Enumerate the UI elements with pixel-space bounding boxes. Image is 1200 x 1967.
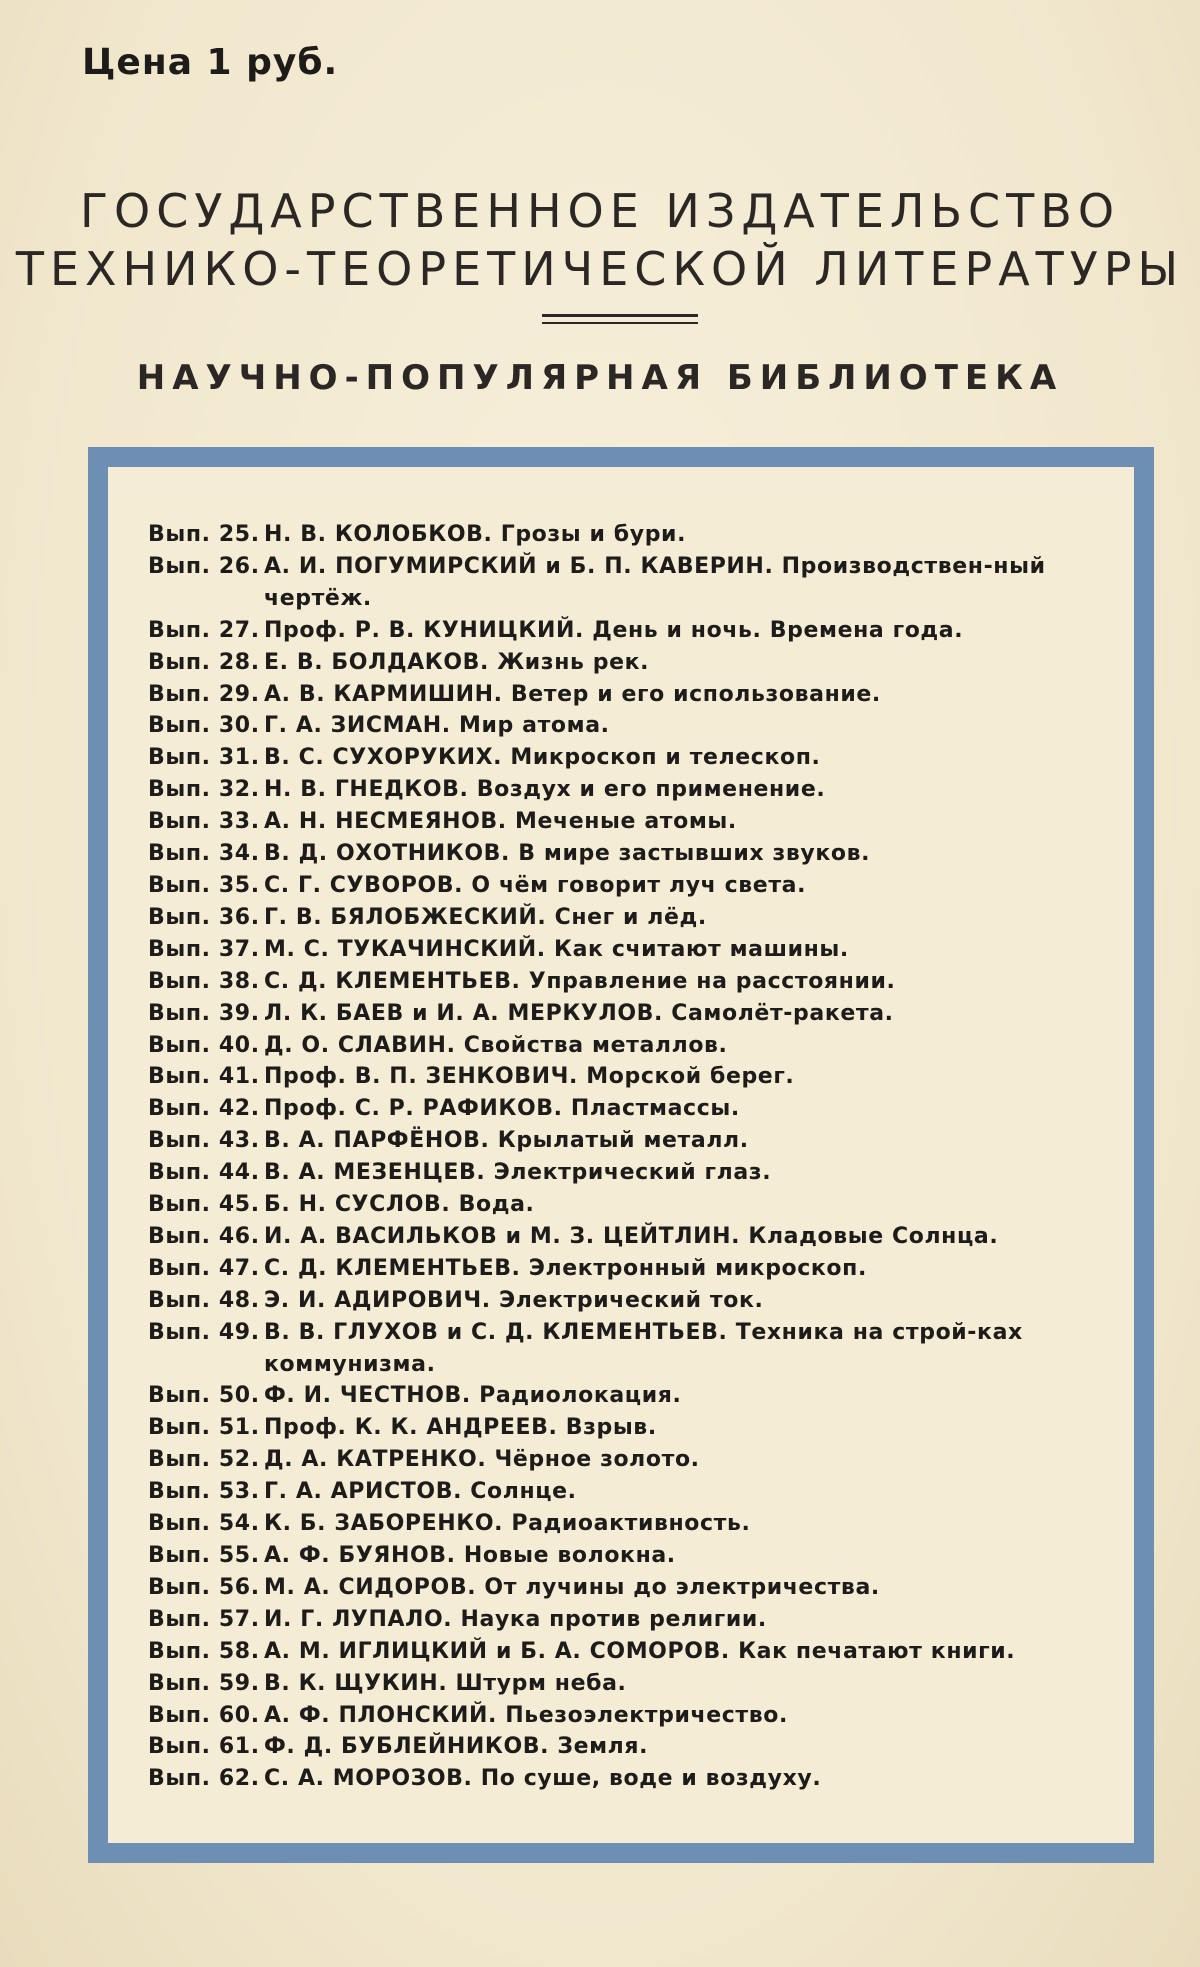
issue-title: М. А. СИДОРОВ. От лучины до электричества. (264, 1574, 880, 1600)
list-item (148, 615, 1098, 647)
divider-rule-bottom (542, 322, 698, 324)
issue-number: Вып. 49. (148, 1319, 260, 1345)
issue-title: Проф. К. К. АНДРЕЕВ. Взрыв. (264, 1415, 657, 1441)
list-item (148, 1285, 1098, 1317)
issue-number: Вып. 52. (148, 1447, 260, 1473)
issue-number: Вып. 25. (148, 522, 260, 547)
issue-title: А. И. ПОГУМИРСКИЙ и Б. П. КАВЕРИН. Производствен-ный чертёж. (264, 553, 1046, 611)
issue-title: Г. В. БЯЛОБЖЕСКИЙ. Снег и лёд. (264, 904, 707, 930)
issue-title: В. К. ЩУКИН. Штурм неба. (264, 1670, 627, 1696)
issue-title: М. С. ТУКАЧИНСКИЙ. Как считают машины. (264, 936, 849, 962)
issue-number: Вып. 60. (148, 1702, 260, 1728)
list-item (148, 647, 1098, 679)
issue-title: С. А. МОРОЗОВ. По суше, воде и воздуху. (264, 1766, 822, 1792)
issue-number: Вып. 30. (148, 713, 260, 739)
list-item (148, 742, 1098, 774)
list-item (148, 679, 1098, 711)
issue-title: В. А. МЕЗЕНЦЕВ. Электрический глаз. (264, 1160, 772, 1186)
list-item (148, 1540, 1098, 1572)
list-item (148, 806, 1098, 838)
issue-number: Вып. 50. (148, 1383, 260, 1409)
issue-number: Вып. 31. (148, 745, 260, 771)
list-item (148, 710, 1098, 742)
issue-number: Вып. 54. (148, 1511, 260, 1537)
series-title: НАУЧНО-ПОПУЛЯРНАЯ БИБЛИОТЕКА (136, 358, 1064, 398)
issue-title: И. А. ВАСИЛЬКОВ и М. З. ЦЕЙТЛИН. Кладовые Солнца. (264, 1223, 999, 1249)
list-item (148, 1668, 1098, 1700)
issue-title: Б. Н. СУСЛОВ. Вода. (264, 1192, 535, 1218)
issue-number: Вып. 41. (148, 1064, 260, 1090)
list-item (148, 519, 1098, 551)
list-item (148, 966, 1098, 998)
issue-number: Вып. 38. (148, 968, 260, 994)
list-item (148, 934, 1098, 966)
issue-number: Вып. 48. (148, 1287, 260, 1313)
issue-number: Вып. 55. (148, 1543, 260, 1568)
issue-title: Проф. С. Р. РАФИКОВ. Пластмассы. (264, 1096, 740, 1122)
list-item (148, 838, 1098, 870)
issue-title: Н. В. ГНЕДКОВ. Воздух и его применение. (264, 777, 826, 803)
list-item (148, 1572, 1098, 1604)
list-item (148, 1700, 1098, 1732)
issue-title: Н. В. КОЛОБКОВ. Грозы и бури. (264, 522, 687, 547)
issue-number: Вып. 40. (148, 1032, 260, 1058)
issue-number: Вып. 56. (148, 1574, 260, 1600)
issue-number: Вып. 33. (148, 809, 260, 835)
list-item (148, 1476, 1098, 1508)
list-item (148, 1093, 1098, 1125)
issue-title: К. Б. ЗАБОРЕНКО. Радиоактивность. (264, 1511, 751, 1537)
list-item (148, 998, 1098, 1030)
issue-number: Вып. 32. (148, 777, 260, 803)
issue-number: Вып. 61. (148, 1734, 260, 1760)
list-item (148, 774, 1098, 806)
issue-number: Вып. 62. (148, 1766, 260, 1792)
issue-number: Вып. 58. (148, 1638, 260, 1664)
issue-title: С. Г. СУВОРОВ. О чём говорит луч света. (264, 872, 807, 898)
publisher-name (0, 182, 1200, 298)
issue-title: Проф. Р. В. КУНИЦКИЙ. День и ночь. Времена года. (264, 617, 964, 643)
issue-title: С. Д. КЛЕМЕНТЬЕВ. Электронный микроскоп. (264, 1255, 867, 1281)
issue-title: И. Г. ЛУПАЛО. Наука против религии. (264, 1606, 767, 1632)
list-item (148, 1508, 1098, 1540)
divider-rule-top (542, 314, 698, 317)
price-label: Цена 1 руб. (82, 42, 339, 83)
list-item (148, 1444, 1098, 1476)
list-item (148, 1380, 1098, 1412)
issue-number: Вып. 39. (148, 1000, 260, 1026)
issue-number: Вып. 51. (148, 1415, 260, 1441)
issue-number: Вып. 28. (148, 649, 260, 675)
list-item (148, 1221, 1098, 1253)
issue-title: А. М. ИГЛИЦКИЙ и Б. А. СОМОРОВ. Как печатают книги. (264, 1638, 1016, 1664)
list-item (148, 1636, 1098, 1668)
issue-title: В. Д. ОХОТНИКОВ. В мире застывших звуков. (264, 841, 871, 867)
list-item (148, 1731, 1098, 1763)
list-item (148, 1189, 1098, 1221)
list-item (148, 551, 1098, 615)
list-item (148, 902, 1098, 934)
issue-title: Ф. Д. БУБЛЕЙНИКОВ. Земля. (264, 1734, 649, 1760)
issue-title: В. С. СУХОРУКИХ. Микроскоп и телескоп. (264, 745, 821, 771)
issue-number: Вып. 46. (148, 1223, 260, 1249)
issue-title: В. В. ГЛУХОВ и С. Д. КЛЕМЕНТЬЕВ. Техника на строй-ках коммунизма. (264, 1319, 1023, 1377)
issue-number: Вып. 34. (148, 841, 260, 867)
list-item (148, 870, 1098, 902)
issue-title: А. Ф. ПЛОНСКИЙ. Пьезоэлектричество. (264, 1702, 788, 1728)
list-item (148, 1253, 1098, 1285)
issue-title: Г. А. ЗИСМАН. Мир атома. (264, 713, 610, 739)
issue-title: Г. А. АРИСТОВ. Солнце. (264, 1479, 577, 1505)
issue-title: В. А. ПАРФЁНОВ. Крылатый металл. (264, 1128, 749, 1154)
issue-title: Е. В. БОЛДАКОВ. Жизнь рек. (264, 649, 650, 675)
list-item (148, 1604, 1098, 1636)
list-item (148, 1061, 1098, 1093)
issue-number: Вып. 57. (148, 1606, 260, 1632)
issue-title: А. Ф. БУЯНОВ. Новые волокна. (264, 1543, 676, 1568)
issue-title: А. Н. НЕСМЕЯНОВ. Меченые атомы. (264, 809, 737, 835)
issue-title: С. Д. КЛЕМЕНТЬЕВ. Управление на расстоянии. (264, 968, 896, 994)
list-item (148, 1030, 1098, 1062)
book-list (148, 519, 1098, 1795)
issue-title: Проф. В. П. ЗЕНКОВИЧ. Морской берег. (264, 1064, 795, 1090)
issue-number: Вып. 37. (148, 936, 260, 962)
issue-number: Вып. 45. (148, 1192, 260, 1218)
issue-title: Ф. И. ЧЕСТНОВ. Радиолокация. (264, 1383, 682, 1409)
list-item (148, 1763, 1098, 1795)
issue-title: Д. О. СЛАВИН. Свойства металлов. (264, 1032, 728, 1058)
issue-number: Вып. 42. (148, 1096, 260, 1122)
list-item (148, 1412, 1098, 1444)
issue-number: Вып. 36. (148, 904, 260, 930)
issue-number: Вып. 35. (148, 872, 260, 898)
issue-number: Вып. 44. (148, 1160, 260, 1186)
list-item (148, 1317, 1098, 1381)
list-item (148, 1125, 1098, 1157)
issue-number: Вып. 29. (148, 681, 260, 707)
issue-number: Вып. 47. (148, 1255, 260, 1281)
issue-title: Л. К. БАЕВ и И. А. МЕРКУЛОВ. Самолёт-ракета. (264, 1000, 894, 1026)
publisher-line-2: ТЕХНИКО-ТЕОРЕТИЧЕСКОЙ ЛИТЕРАТУРЫ (15, 242, 1185, 296)
issue-number: Вып. 59. (148, 1670, 260, 1696)
issue-number: Вып. 53. (148, 1479, 260, 1505)
issue-number: Вып. 27. (148, 617, 260, 643)
list-item (148, 1157, 1098, 1189)
issue-title: А. В. КАРМИШИН. Ветер и его использование. (264, 681, 881, 707)
issue-number: Вып. 43. (148, 1128, 260, 1154)
issue-title: Д. А. КАТРЕНКО. Чёрное золото. (264, 1447, 700, 1473)
issue-number: Вып. 26. (148, 553, 260, 579)
issue-title: Э. И. АДИРОВИЧ. Электрический ток. (264, 1287, 764, 1313)
publisher-line-1: ГОСУДАРСТВЕННОЕ ИЗДАТЕЛЬСТВО (79, 184, 1121, 238)
